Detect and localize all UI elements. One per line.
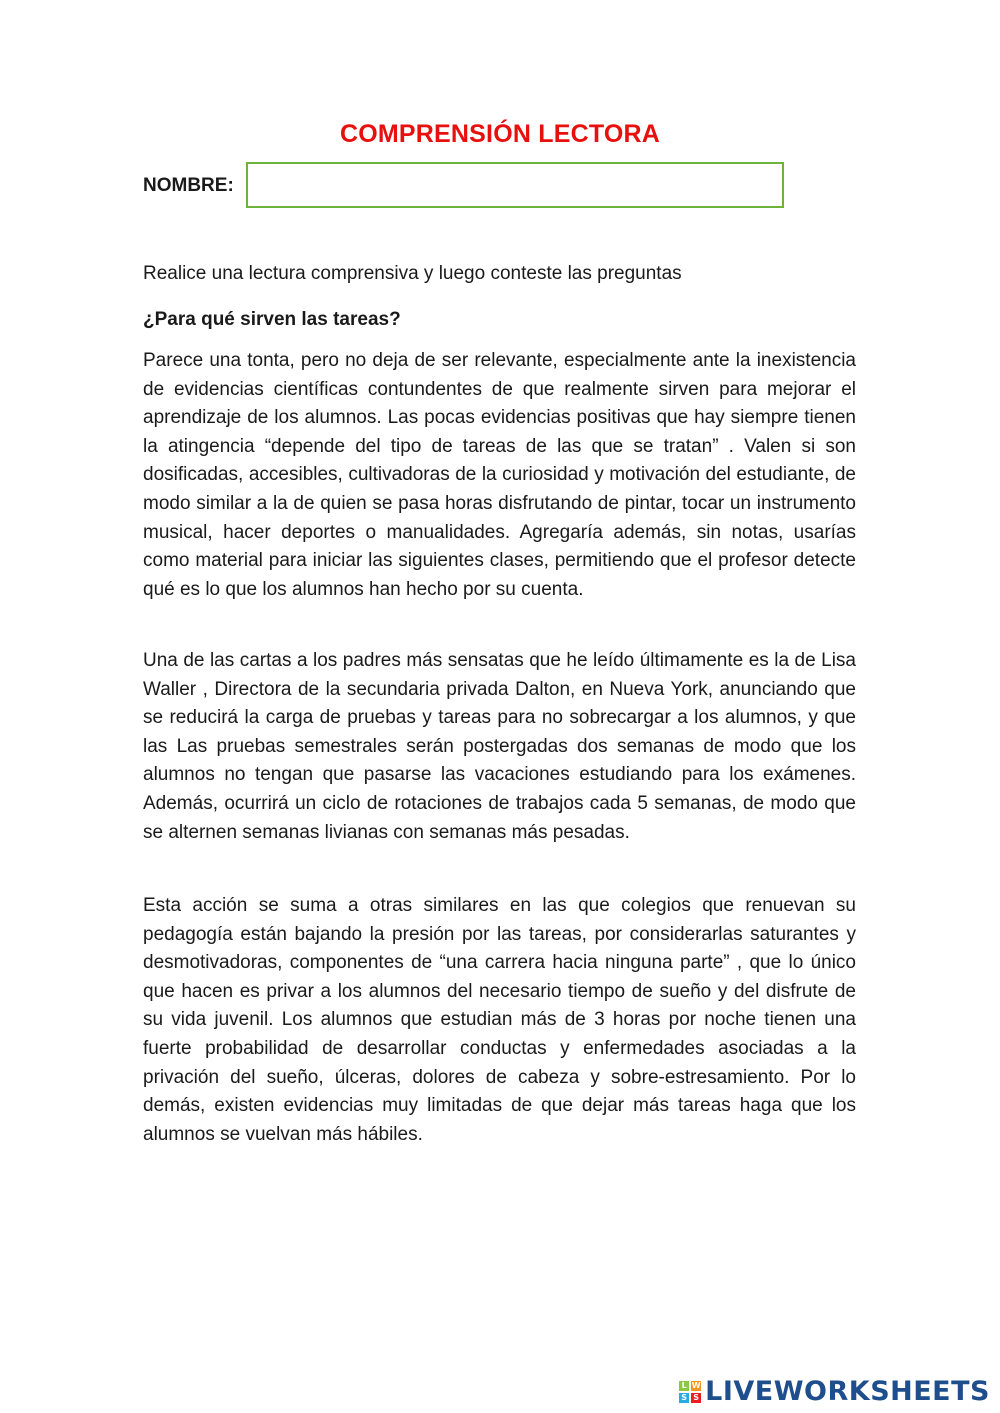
logo-letter: L <box>679 1381 689 1391</box>
paragraph-2: Una de las cartas a los padres más sensatas que he leído últimamente es la de Lisa Waller , Directora de la secundaria privada Dalton, en Nueva York, anunciando que se reducirá la carga de pruebas y tareas para no sobrecargar a los alumnos, y que las Las pruebas semestrales serán postergadas dos semanas de modo que los alumnos no tengan que pasarse las vacaciones estudiando para los exámenes. Además, ocurrirá un ciclo de rotaciones de trabajos cada 5 semanas, de modo que se alternen semanas livianas con semanas más pesadas. <box>143 650 856 843</box>
question-heading: ¿Para qué sirven las tareas? <box>143 309 401 330</box>
page-title: COMPRENSIÓN LECTORA <box>339 120 661 148</box>
logo-mark-icon <box>679 1381 701 1403</box>
instructions-text: Realice una lectura comprensiva y luego conteste las preguntas <box>143 263 682 284</box>
paragraph-1: Parece una tonta, pero no deja de ser relevante, especialmente ante la inexistencia de evidencias científicas contundentes de que realmente sirven para mejorar el aprendizaje de los alumnos. Las pocas evidencias positivas que hay siempre tienen la atingencia “depende del tipo de tareas de las que se tratan” . Valen si son dosificadas, accesibles, cultivadoras de la curiosidad y motivación del estudiante, de modo similar a la de quien se pasa horas disfrutando de pintar, tocar un instrumento musical, hacer deportes o manualidades. Agregaría además, sin notas, usarías como material para iniciar las siguientes clases, permitiendo que el profesor detecte qué es lo que los alumnos han hecho por su cuenta. <box>143 350 856 600</box>
liveworksheets-logo <box>679 1376 990 1407</box>
logo-letter: W <box>691 1380 701 1390</box>
name-input[interactable] <box>246 162 784 208</box>
logo-letter: S <box>691 1393 701 1403</box>
logo-text: LIVEWORKSHEETS <box>705 1376 990 1407</box>
logo-letter: S <box>679 1393 689 1403</box>
paragraph-3: Esta acción se suma a otras similares en las que colegios que renuevan su pedagogía están bajando la presión por las tareas, por considerarlas saturantes y desmotivadoras, componentes de “una carrera hacia ninguna parte” , que lo único que hacen es privar a los alumnos del necesario tiempo de sueño y del disfrute de su vida juvenil. Los alumnos que estudian más de 3 horas por noche tienen una fuerte probabilidad de desarrollar conductas y enfermedades asociadas a la privación del sueño, úlceras, dolores de cabeza y sobre-estresamiento. Por lo demás, existen evidencias muy limitadas de que dejar más tareas haga que los alumnos se vuelvan más hábiles. <box>143 895 856 1145</box>
name-label: NOMBRE: <box>143 175 234 196</box>
